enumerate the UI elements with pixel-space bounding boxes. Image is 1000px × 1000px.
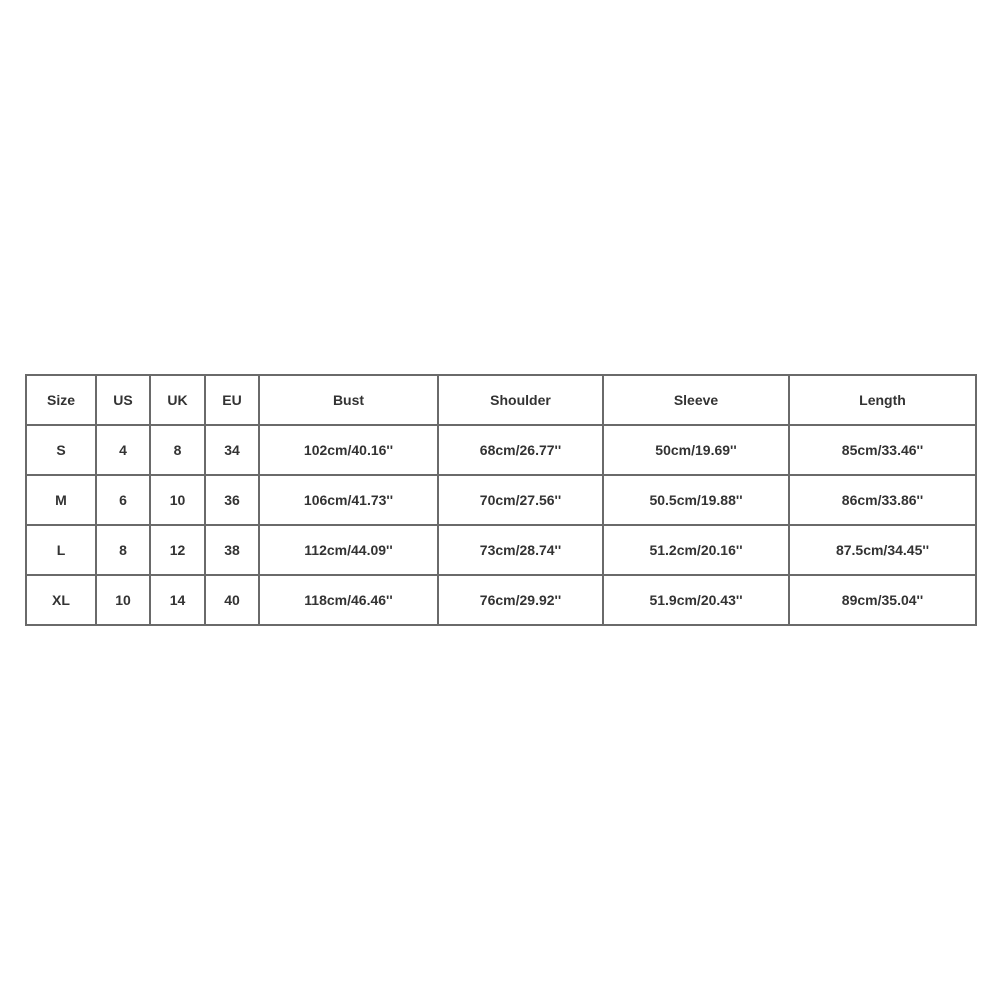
cell-us: 4 xyxy=(96,425,150,475)
cell-us: 8 xyxy=(96,525,150,575)
cell-shoulder: 68cm/26.77'' xyxy=(438,425,603,475)
cell-size: M xyxy=(26,475,96,525)
cell-bust: 106cm/41.73'' xyxy=(259,475,438,525)
table-row xyxy=(26,425,976,475)
cell-us: 10 xyxy=(96,575,150,625)
cell-eu: 34 xyxy=(205,425,259,475)
cell-eu: 40 xyxy=(205,575,259,625)
cell-bust: 118cm/46.46'' xyxy=(259,575,438,625)
cell-size: XL xyxy=(26,575,96,625)
cell-bust: 102cm/40.16'' xyxy=(259,425,438,475)
cell-uk: 14 xyxy=(150,575,205,625)
cell-uk: 8 xyxy=(150,425,205,475)
header-size: Size xyxy=(26,375,96,425)
cell-length: 85cm/33.46'' xyxy=(789,425,976,475)
header-eu: EU xyxy=(205,375,259,425)
cell-length: 89cm/35.04'' xyxy=(789,575,976,625)
header-uk: UK xyxy=(150,375,205,425)
header-shoulder: Shoulder xyxy=(438,375,603,425)
header-us: US xyxy=(96,375,150,425)
cell-length: 86cm/33.86'' xyxy=(789,475,976,525)
cell-sleeve: 50cm/19.69'' xyxy=(603,425,789,475)
cell-size: S xyxy=(26,425,96,475)
cell-sleeve: 51.2cm/20.16'' xyxy=(603,525,789,575)
header-row xyxy=(26,375,976,425)
header-bust: Bust xyxy=(259,375,438,425)
table-row xyxy=(26,475,976,525)
cell-length: 87.5cm/34.45'' xyxy=(789,525,976,575)
table-row xyxy=(26,525,976,575)
cell-bust: 112cm/44.09'' xyxy=(259,525,438,575)
cell-shoulder: 76cm/29.92'' xyxy=(438,575,603,625)
cell-shoulder: 73cm/28.74'' xyxy=(438,525,603,575)
header-sleeve: Sleeve xyxy=(603,375,789,425)
header-length: Length xyxy=(789,375,976,425)
cell-sleeve: 51.9cm/20.43'' xyxy=(603,575,789,625)
cell-eu: 38 xyxy=(205,525,259,575)
cell-shoulder: 70cm/27.56'' xyxy=(438,475,603,525)
table-row xyxy=(26,575,976,625)
cell-uk: 12 xyxy=(150,525,205,575)
cell-uk: 10 xyxy=(150,475,205,525)
size-chart-table xyxy=(25,374,977,626)
cell-size: L xyxy=(26,525,96,575)
cell-sleeve: 50.5cm/19.88'' xyxy=(603,475,789,525)
cell-eu: 36 xyxy=(205,475,259,525)
cell-us: 6 xyxy=(96,475,150,525)
